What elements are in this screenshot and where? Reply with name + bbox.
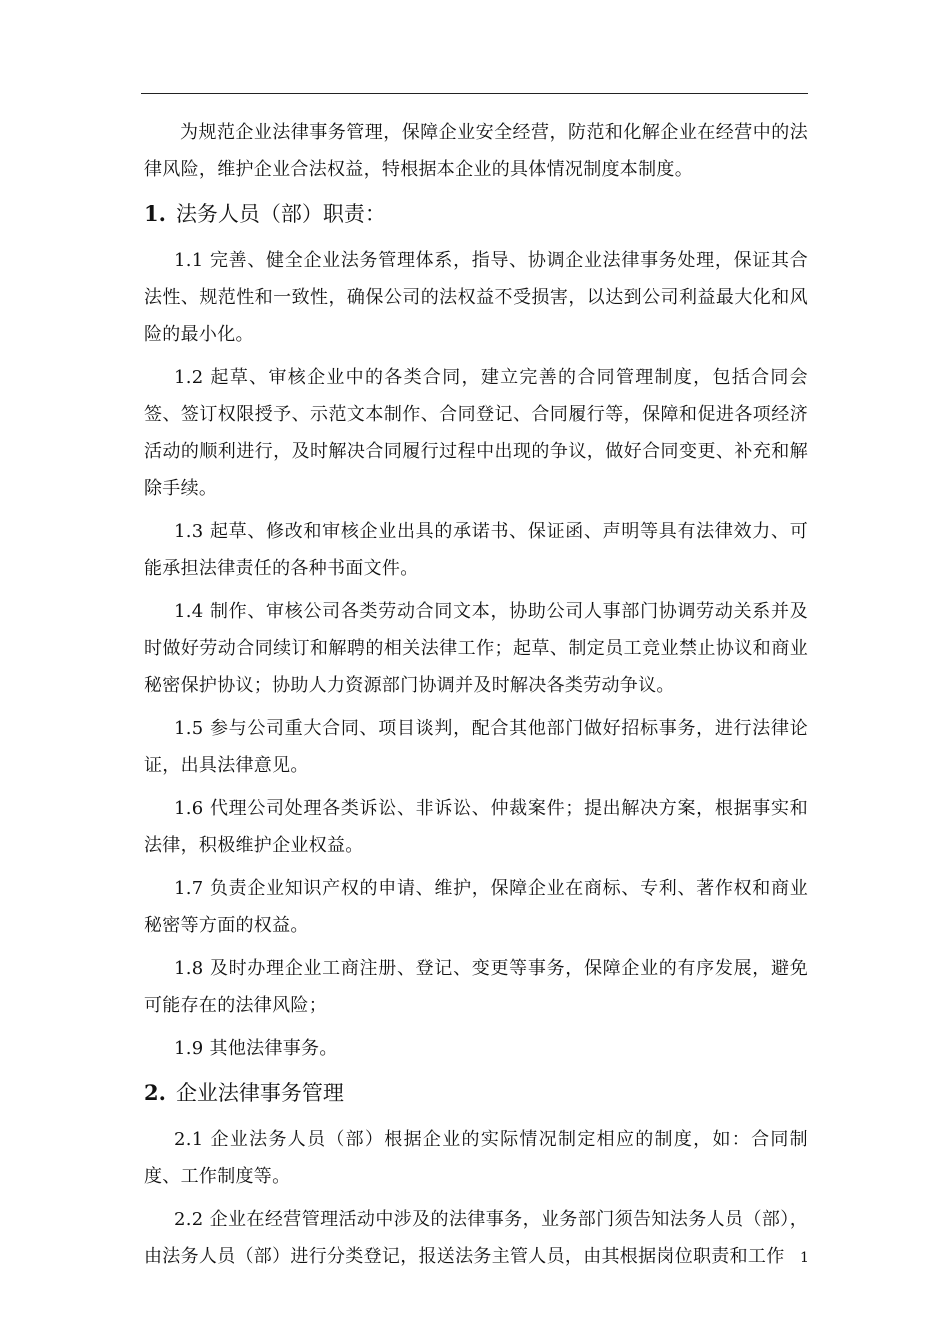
clause-1-4: 1.4 制作、审核公司各类劳动合同文本，协助公司人事部门协调劳动关系并及时做好劳动合同续订和解聘的相关法律工作；起草、制定员工竞业禁止协议和商业秘密保护协议；协助人力资源部门协调并及时解决各类劳动争议。 — [144, 601, 808, 696]
clause-1-8: 1.8 及时办理企业工商注册、登记、变更等事务，保障企业的有序发展，避免可能存在的法律风险； — [144, 958, 808, 1016]
clause-1-2: 1.2 起草、审核企业中的各类合同，建立完善的合同管理制度，包括合同会签、签订权限授予、示范文本制作、合同登记、合同履行等，保障和促进各项经济活动的顺利进行，及时解决合同履行过程中出现的争议，做好合同变更、补充和解除手续。 — [144, 367, 808, 499]
document-body — [144, 114, 808, 1281]
clause-1-3: 1.3 起草、修改和审核企业出具的承诺书、保证函、声明等具有法律效力、可能承担法律责任的各种书面文件。 — [144, 521, 808, 579]
section-title: 企业法律事务管理 — [175, 1081, 344, 1105]
section-title: 法务人员（部）职责： — [175, 202, 386, 226]
clause-1-5: 1.5 参与公司重大合同、项目谈判，配合其他部门做好招标事务，进行法律论证，出具法律意见。 — [144, 718, 808, 776]
clause-1-9: 1.9 其他法律事务。 — [174, 1038, 338, 1059]
intro-paragraph: 为规范企业法律事务管理，保障企业安全经营，防范和化解企业在经营中的法律风险，维护企业合法权益，特根据本企业的具体情况制度本制度。 — [144, 122, 808, 180]
section-heading-2 — [144, 1073, 808, 1113]
header-rule — [141, 93, 808, 94]
clause-2-1: 2.1 企业法务人员（部）根据企业的实际情况制定相应的制度，如：合同制度、工作制度等。 — [144, 1129, 808, 1187]
section-heading-1 — [144, 194, 808, 234]
page-number: 1 — [800, 1250, 809, 1266]
clause-1-1: 1.1 完善、健全企业法务管理体系，指导、协调企业法律事务处理，保证其合法性、规范性和一致性，确保公司的法权益不受损害，以达到公司利益最大化和风险的最小化。 — [144, 250, 808, 345]
clause-2-2: 2.2 企业在经营管理活动中涉及的法律事务，业务部门须告知法务人员（部），由法务人员（部）进行分类登记，报送法务主管人员，由其根据岗位职责和工作 — [144, 1209, 808, 1267]
section-number: 2. — [144, 1080, 166, 1105]
section-number: 1. — [144, 201, 166, 226]
clause-1-6: 1.6 代理公司处理各类诉讼、非诉讼、仲裁案件；提出解决方案，根据事实和法律，积极维护企业权益。 — [144, 798, 808, 856]
clause-1-7: 1.7 负责企业知识产权的申请、维护，保障企业在商标、专利、著作权和商业秘密等方面的权益。 — [144, 878, 808, 936]
